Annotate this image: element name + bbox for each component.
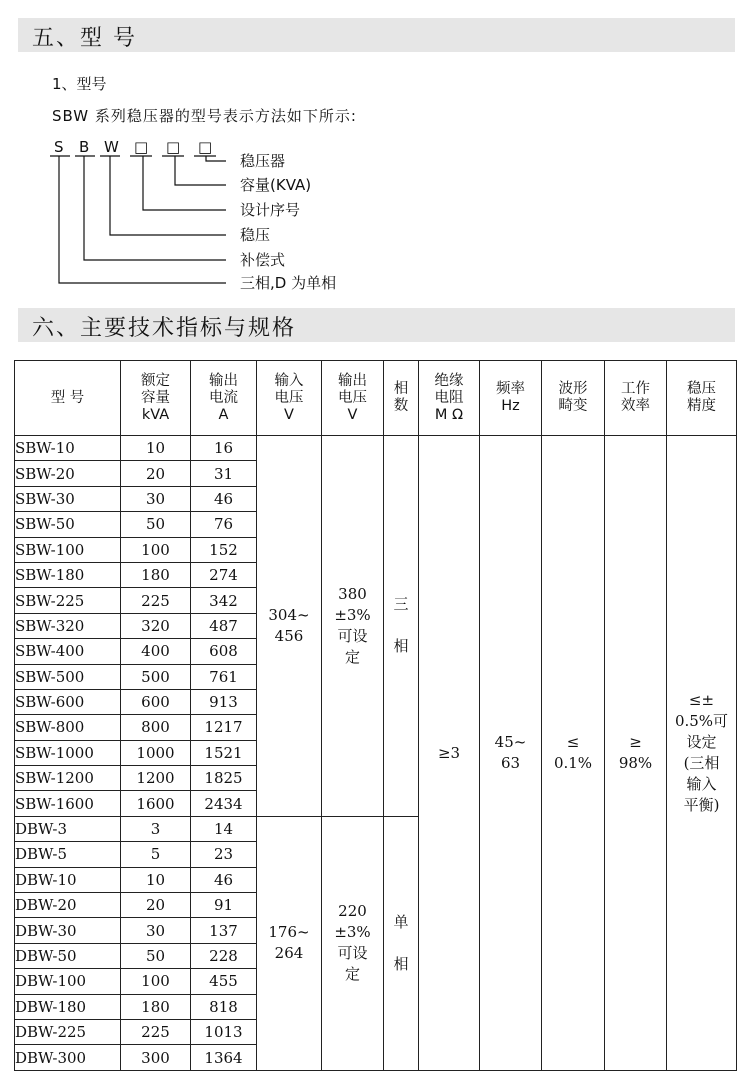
current-cell: 1217 xyxy=(191,715,257,740)
capacity-cell: 20 xyxy=(121,893,191,918)
current-cell: 2434 xyxy=(191,791,257,816)
label-compensated: 补偿式 xyxy=(240,251,286,269)
header-capacity: 额定 容量 kVA xyxy=(121,361,191,436)
capacity-cell: 100 xyxy=(121,969,191,994)
distortion-cell: ≤ 0.1% xyxy=(542,436,605,1071)
model-cell: DBW-5 xyxy=(15,842,121,867)
current-cell: 228 xyxy=(191,943,257,968)
model-cell: DBW-10 xyxy=(15,867,121,892)
model-cell: SBW-1200 xyxy=(15,766,121,791)
current-cell: 818 xyxy=(191,994,257,1019)
capacity-cell: 500 xyxy=(121,664,191,689)
model-cell: DBW-3 xyxy=(15,816,121,841)
model-cell: SBW-50 xyxy=(15,512,121,537)
table-row xyxy=(15,436,737,461)
capacity-cell: 30 xyxy=(121,486,191,511)
capacity-cell: 180 xyxy=(121,562,191,587)
capacity-cell: 600 xyxy=(121,689,191,714)
current-cell: 14 xyxy=(191,816,257,841)
table-body xyxy=(15,436,737,1071)
model-code-diagram xyxy=(0,125,420,300)
letter-w: W xyxy=(104,138,119,156)
header-phase: 相 数 xyxy=(384,361,419,436)
header-output-current: 输出 电流 A xyxy=(191,361,257,436)
model-code-letters xyxy=(54,138,212,156)
capacity-cell: 180 xyxy=(121,994,191,1019)
current-cell: 91 xyxy=(191,893,257,918)
capacity-cell: 20 xyxy=(121,461,191,486)
model-cell: DBW-20 xyxy=(15,893,121,918)
label-regulator: 稳压器 xyxy=(240,152,286,170)
current-cell: 1825 xyxy=(191,766,257,791)
label-phase: 三相,D 为单相 xyxy=(240,274,337,292)
capacity-cell: 1600 xyxy=(121,791,191,816)
model-cell: SBW-800 xyxy=(15,715,121,740)
capacity-cell: 10 xyxy=(121,867,191,892)
accuracy-cell: ≤± 0.5%可 设定 (三相 输入 平衡) xyxy=(667,436,737,1071)
header-efficiency: 工作 效率 xyxy=(605,361,667,436)
box-variant: □ xyxy=(198,138,213,156)
current-cell: 16 xyxy=(191,436,257,461)
diagram-labels xyxy=(240,152,336,292)
model-cell: SBW-320 xyxy=(15,613,121,638)
model-cell: SBW-30 xyxy=(15,486,121,511)
capacity-cell: 10 xyxy=(121,436,191,461)
capacity-cell: 3 xyxy=(121,816,191,841)
model-cell: SBW-600 xyxy=(15,689,121,714)
model-cell: DBW-300 xyxy=(15,1045,121,1071)
capacity-cell: 100 xyxy=(121,537,191,562)
capacity-cell: 5 xyxy=(121,842,191,867)
phase-cell: 三 相 xyxy=(384,436,419,817)
model-cell: SBW-225 xyxy=(15,588,121,613)
frequency-cell: 45~ 63 xyxy=(480,436,542,1071)
model-cell: DBW-50 xyxy=(15,943,121,968)
header-distortion: 波形 畸变 xyxy=(542,361,605,436)
output-voltage-cell: 380 ±3% 可设 定 xyxy=(322,436,384,817)
model-cell: SBW-400 xyxy=(15,639,121,664)
current-cell: 46 xyxy=(191,486,257,511)
current-cell: 1013 xyxy=(191,1019,257,1044)
capacity-cell: 400 xyxy=(121,639,191,664)
model-description: SBW 系列稳压器的型号表示方法如下所示: xyxy=(52,107,357,125)
insulation-cell: ≥3 xyxy=(419,436,480,1071)
model-cell: SBW-20 xyxy=(15,461,121,486)
model-cell: SBW-1600 xyxy=(15,791,121,816)
box-series: □ xyxy=(134,138,149,156)
current-cell: 137 xyxy=(191,918,257,943)
header-output-voltage: 输出 电压 V xyxy=(322,361,384,436)
capacity-cell: 50 xyxy=(121,512,191,537)
current-cell: 76 xyxy=(191,512,257,537)
model-cell: SBW-1000 xyxy=(15,740,121,765)
current-cell: 608 xyxy=(191,639,257,664)
current-cell: 455 xyxy=(191,969,257,994)
model-cell: DBW-180 xyxy=(15,994,121,1019)
header-model: 型 号 xyxy=(15,361,121,436)
capacity-cell: 1200 xyxy=(121,766,191,791)
current-cell: 274 xyxy=(191,562,257,587)
capacity-cell: 30 xyxy=(121,918,191,943)
current-cell: 761 xyxy=(191,664,257,689)
box-capacity: □ xyxy=(166,138,181,156)
table-header-row xyxy=(15,361,737,436)
capacity-cell: 320 xyxy=(121,613,191,638)
input-voltage-cell: 176~ 264 xyxy=(257,816,322,1070)
current-cell: 152 xyxy=(191,537,257,562)
current-cell: 31 xyxy=(191,461,257,486)
header-accuracy: 稳压 精度 xyxy=(667,361,737,436)
header-frequency: 频率 Hz xyxy=(480,361,542,436)
capacity-cell: 1000 xyxy=(121,740,191,765)
model-cell: SBW-180 xyxy=(15,562,121,587)
current-cell: 913 xyxy=(191,689,257,714)
label-stabilize: 稳压 xyxy=(240,226,271,244)
output-voltage-cell: 220 ±3% 可设 定 xyxy=(322,816,384,1070)
model-subtitle: 1、型号 xyxy=(52,75,107,93)
capacity-cell: 800 xyxy=(121,715,191,740)
model-cell: DBW-100 xyxy=(15,969,121,994)
model-cell: DBW-225 xyxy=(15,1019,121,1044)
model-cell: SBW-500 xyxy=(15,664,121,689)
connector-lines xyxy=(50,156,226,283)
model-cell: DBW-30 xyxy=(15,918,121,943)
input-voltage-cell: 304~ 456 xyxy=(257,436,322,817)
header-input-voltage: 输入 电压 V xyxy=(257,361,322,436)
current-cell: 46 xyxy=(191,867,257,892)
current-cell: 487 xyxy=(191,613,257,638)
model-cell: SBW-100 xyxy=(15,537,121,562)
header-insulation: 绝缘 电阻 M Ω xyxy=(419,361,480,436)
section-6-title: 六、主要技术指标与规格 xyxy=(32,316,297,341)
current-cell: 1521 xyxy=(191,740,257,765)
capacity-cell: 225 xyxy=(121,1019,191,1044)
phase-cell: 单 相 xyxy=(384,816,419,1070)
section-5-title: 五、型 号 xyxy=(32,26,137,51)
capacity-cell: 225 xyxy=(121,588,191,613)
letter-b: B xyxy=(79,138,90,156)
current-cell: 23 xyxy=(191,842,257,867)
letter-s: S xyxy=(54,138,64,156)
section-5-header xyxy=(18,18,735,52)
current-cell: 342 xyxy=(191,588,257,613)
model-cell: SBW-10 xyxy=(15,436,121,461)
label-capacity: 容量(KVA) xyxy=(240,176,312,194)
spec-table xyxy=(14,360,737,1071)
capacity-cell: 50 xyxy=(121,943,191,968)
current-cell: 1364 xyxy=(191,1045,257,1071)
label-design-number: 设计序号 xyxy=(240,201,301,219)
section-6-header xyxy=(18,308,735,342)
efficiency-cell: ≥ 98% xyxy=(605,436,667,1071)
capacity-cell: 300 xyxy=(121,1045,191,1071)
